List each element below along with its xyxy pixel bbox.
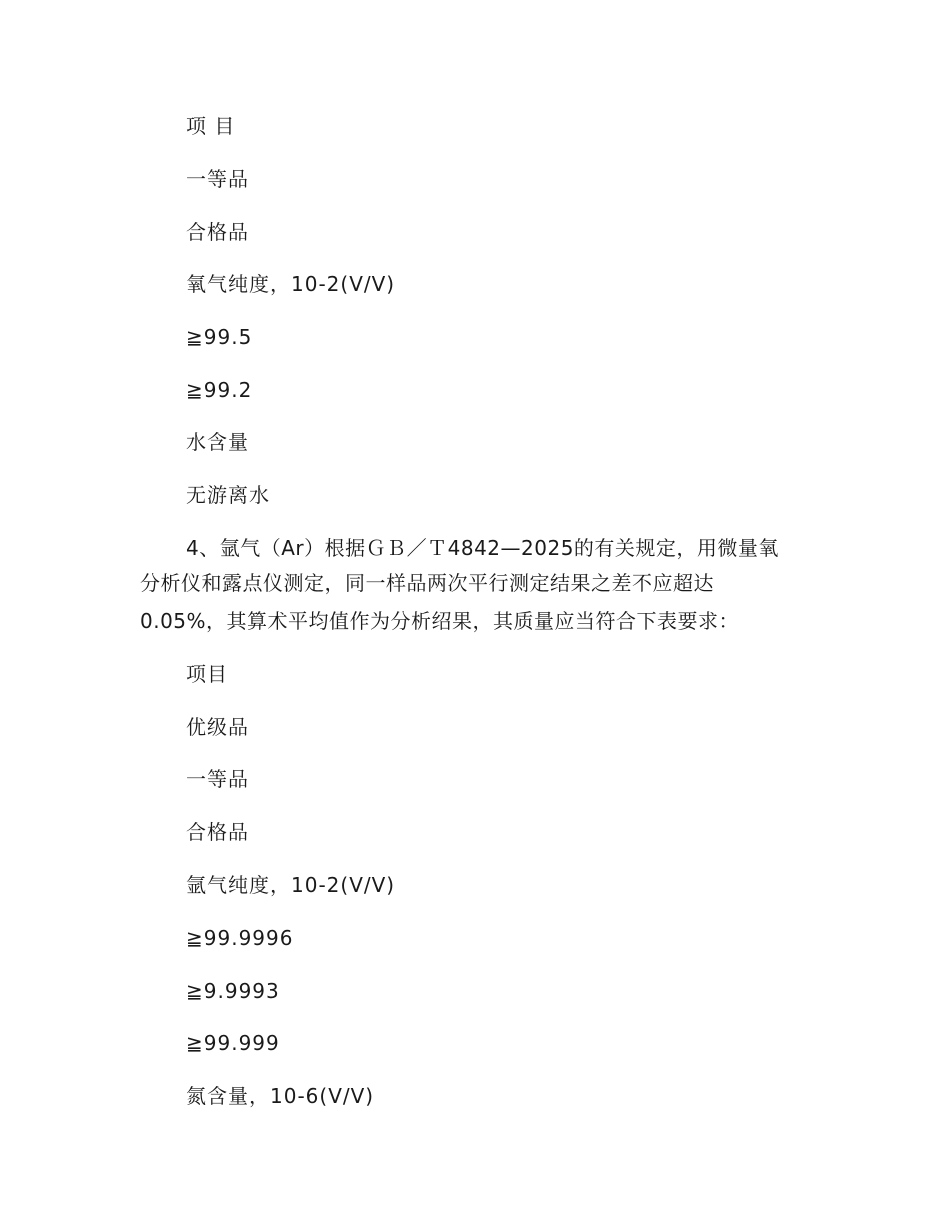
paragraph-line-3: 0.05%，其算术平均值作为分析绍果，其质量应当符合下表要求： [140, 609, 740, 633]
table-cell-oxygen-value-2: ≧99.2 [186, 378, 253, 402]
table-cell-first-grade-2: 一等品 [186, 767, 249, 791]
paragraph-line-2: 分析仪和露点仪测定，同一样品两次平行测定结果之差不应超达 [140, 571, 714, 595]
table-cell-oxygen-value-1: ≧99.5 [186, 325, 253, 349]
paragraph-line-1: 4、氩气（Ar）根据ＧＢ／Ｔ4842—2025的有关规定，用微量氧 [186, 536, 779, 560]
table-cell-oxygen-purity: 氧气纯度，10-2(V/V) [186, 272, 396, 296]
table-cell-argon-value-2: ≧9.9993 [186, 979, 280, 1003]
table-cell-first-grade: 一等品 [186, 167, 249, 191]
table-cell-item-header-2: 项目 [186, 662, 228, 686]
table-cell-premium-grade: 优级品 [186, 715, 249, 739]
table-cell-qualified-grade: 合格品 [186, 220, 249, 244]
table-cell-qualified-grade-2: 合格品 [186, 820, 249, 844]
table-cell-argon-purity: 氩气纯度，10-2(V/V) [186, 873, 396, 897]
table-cell-item-header: 项 目 [186, 114, 236, 138]
table-cell-nitrogen-content: 氮含量，10-6(V/V) [186, 1084, 375, 1108]
table-cell-argon-value-1: ≧99.9996 [186, 926, 294, 950]
table-cell-argon-value-3: ≧99.999 [186, 1031, 280, 1055]
table-cell-no-free-water: 无游离水 [186, 483, 270, 507]
table-cell-water-content: 水含量 [186, 430, 249, 454]
